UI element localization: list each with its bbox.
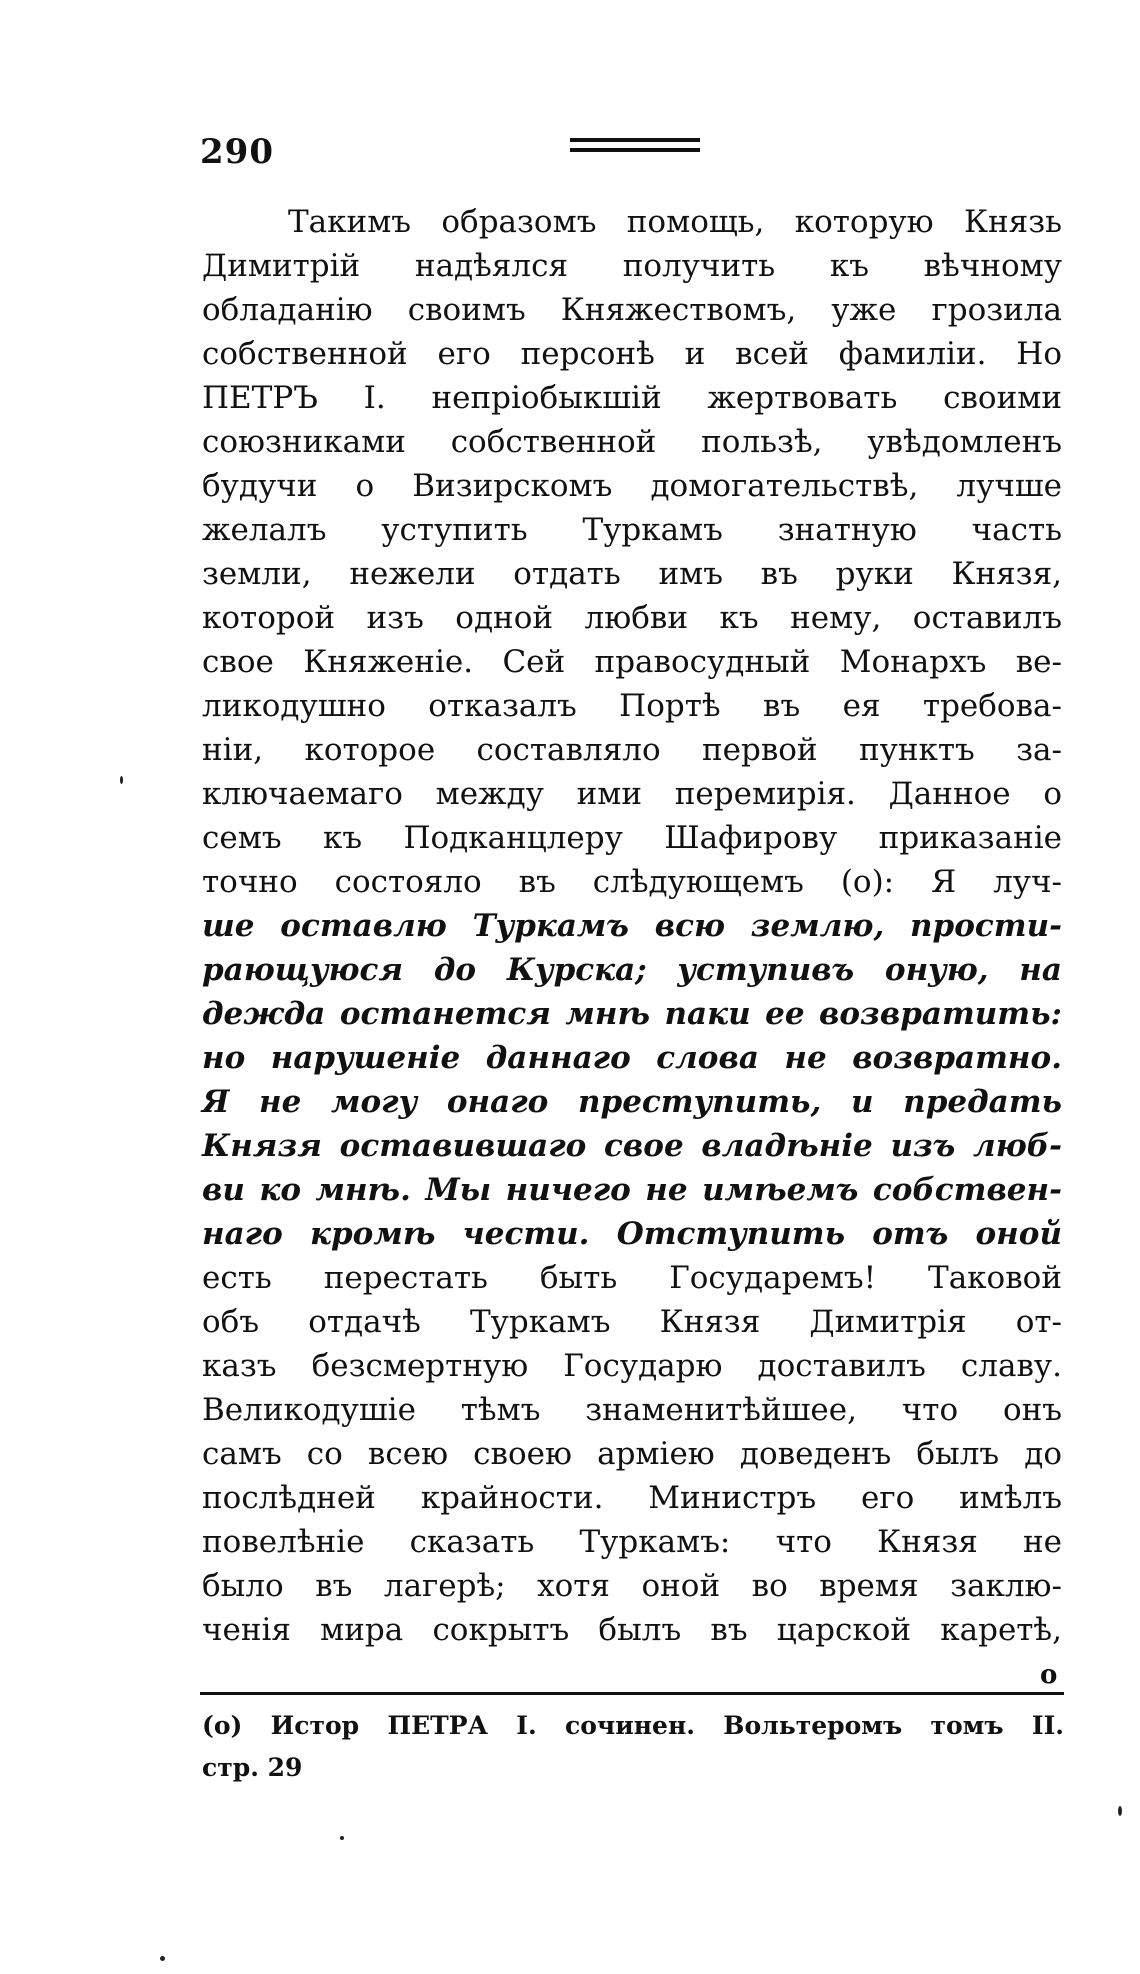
text-line: земли, нежели отдать имъ въ руки Князя, [202, 556, 1062, 592]
text-line: послѣдней крайности. Министръ его имѣлъ [202, 1480, 1062, 1516]
text-line: ніи, которое составляло первой пунктъ за- [202, 732, 1062, 768]
text-line: ликодушно отказалъ Портѣ въ ея требова- [202, 688, 1062, 724]
ink-speck [160, 1956, 165, 1961]
text-line: ченія мира сокрытъ былъ въ царской каретѣ, [202, 1612, 1062, 1648]
text-line: обладанію своимъ Княжествомъ, уже грозила [202, 292, 1062, 328]
text-line: желалъ уступить Туркамъ знатную часть [202, 512, 1062, 548]
text-line: будучи о Визирскомъ домогательствѣ, лучше [202, 468, 1062, 504]
text-line: свое Княженіе. Сей правосудный Монархъ ве- [202, 644, 1062, 680]
text-line: объ отдачѣ Туркамъ Князя Димитрія от- [202, 1304, 1062, 1340]
text-line: которой изъ одной любви къ нему, оставилъ [202, 600, 1062, 636]
text-line: Димитрій надѣялся получить къ вѣчному [202, 248, 1062, 284]
text-line: семъ къ Подканцлеру Шафирову приказаніе [202, 820, 1062, 856]
footnote-rule [200, 1692, 1064, 1695]
text-line: повелѣніе сказать Туркамъ: что Князя не [202, 1524, 1062, 1560]
text-line: есть перестать быть Государемъ! Таковой [202, 1260, 1062, 1296]
catchword: o [1040, 1660, 1058, 1690]
text-line-italic: Я не могу онаго преступить, и предать [202, 1084, 1062, 1120]
text-line-italic: ше оставлю Туркамъ всю землю, прости- [202, 908, 1062, 944]
text-line-italic: ви ко мнѣ. Мы ничего не имѣемъ собствен- [202, 1172, 1062, 1208]
text-line: собственной его персонѣ и всей фамиліи. Но [202, 336, 1062, 372]
text-line: Такимъ образомъ помощь, которую Князь [288, 204, 1062, 240]
footnote-line: стр. 29 [202, 1753, 303, 1782]
text-line: казъ безсмертную Государю доставилъ славу. [202, 1348, 1062, 1384]
ink-speck [340, 1836, 344, 1840]
ink-speck [1118, 1806, 1122, 1816]
ink-speck [120, 776, 123, 784]
text-line: точно состояло въ слѣдующемъ (о): Я луч- [202, 864, 1062, 900]
text-line: было въ лагерѣ; хотя оной во время заклю- [202, 1568, 1062, 1604]
text-line-italic: но нарушеніе даннаго слова не возвратно. [202, 1040, 1062, 1076]
page-number: 290 [200, 132, 274, 172]
text-line: союзниками собственной пользѣ, увѣдомленъ [202, 424, 1062, 460]
text-line: Великодушіе тѣмъ знаменитѣйшее, что онъ [202, 1392, 1062, 1428]
text-line-italic: рающуюся до Курска; уступивъ оную, на [202, 952, 1062, 988]
footnote [202, 1705, 1064, 1789]
text-line-italic: наго кромѣ чести. Отступить отъ оной [202, 1216, 1062, 1252]
footnote-line: (о) Истор ПЕТРА I. сочинен. Вольтеромъ томъ II. [202, 1711, 1064, 1740]
text-line-italic: Князя оставившаго свое владѣніе изъ люб- [202, 1128, 1062, 1164]
text-line-italic: дежда останется мнѣ паки ее возвратить: [202, 996, 1062, 1032]
header-rule-ornament [570, 132, 700, 158]
text-line: ключаемаго между ими перемирія. Данное о [202, 776, 1062, 812]
body-text [202, 200, 1062, 1652]
text-line: самъ со всею своею арміею доведенъ былъ до [202, 1436, 1062, 1472]
text-line: ПЕТРЪ I. непріобыкшій жертвовать своими [202, 380, 1062, 416]
